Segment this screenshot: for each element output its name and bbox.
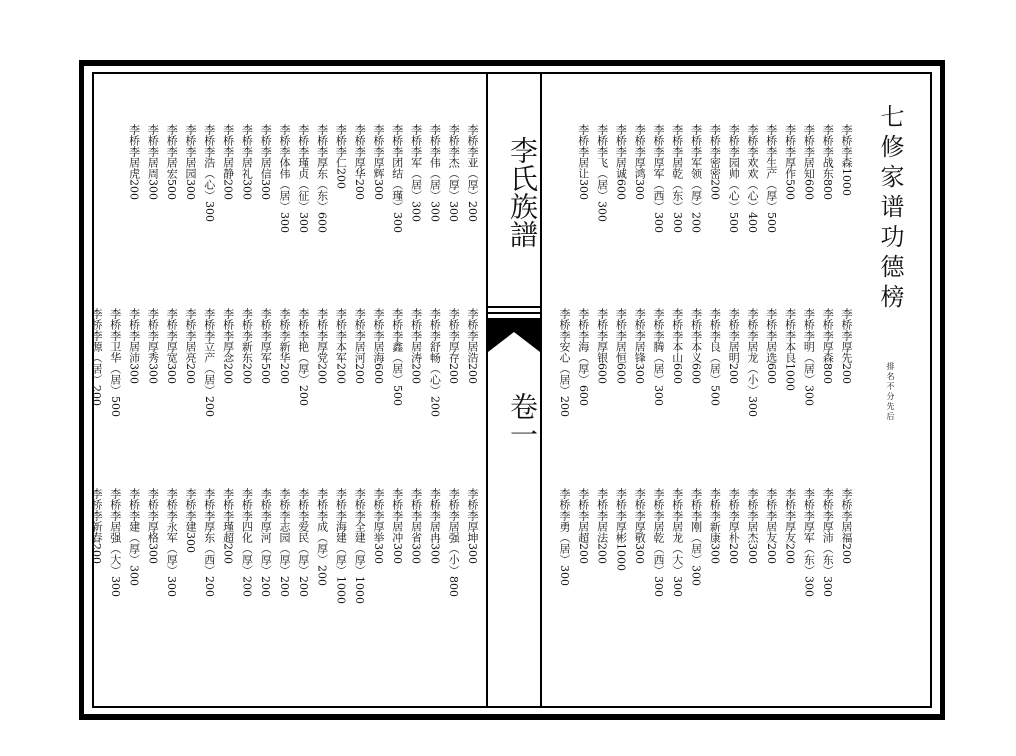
donor-entry: 李桥李厚宽300 — [165, 308, 179, 384]
book-spine — [486, 74, 542, 706]
donor-entry: 李桥李建300 — [184, 488, 197, 553]
donor-entry: 李桥李居强（小）800 — [447, 488, 461, 597]
donor-entry: 李桥李居强（大）300 — [108, 488, 122, 597]
donor-entry: 李桥李居虎200 — [127, 124, 141, 200]
donor-entry: 李桥李军（居）300 — [409, 124, 423, 222]
donor-entry: 李桥李居信300 — [259, 124, 273, 200]
donor-entry: 李桥李厚党200 — [315, 308, 329, 384]
donor-entry: 李桥李志园（厚）200 — [278, 488, 291, 597]
donor-entry: 李桥李居友200 — [764, 488, 778, 564]
donor-entry: 李桥李厚华200 — [353, 124, 367, 200]
donor-entry: 李桥李勇（居）300 — [558, 488, 571, 586]
donor-entry: 李桥李新东200 — [240, 308, 254, 384]
donor-entry: 李桥李源（居）200 — [90, 308, 103, 406]
donor-entry: 李桥李居诚600 — [614, 124, 628, 200]
donor-entry: 李桥李瑾超200 — [221, 488, 235, 564]
donor-entry: 李桥李伟（居）300 — [428, 124, 442, 222]
donor-entry: 李桥李四化（厚）200 — [240, 488, 254, 597]
donor-entry: 李桥李立产（居）200 — [202, 308, 216, 417]
donor-entry: 李桥李瑾贞（征）300 — [296, 124, 310, 233]
donor-entry: 李桥李园帅（心）500 — [727, 124, 741, 233]
donor-entry: 李桥李厚友200 — [783, 488, 797, 564]
donor-entry: 李桥李居杰300 — [746, 488, 759, 564]
donor-entry: 李桥李居乾（西）300 — [652, 488, 665, 597]
donor-entry: 李桥李居明200 — [727, 308, 741, 384]
donor-entry: 李桥李厚沛（东）300 — [821, 488, 835, 597]
donor-entry: 李桥李居恒600 — [614, 308, 628, 384]
donor-entry: 李桥李厚河（厚）200 — [259, 488, 273, 597]
donor-entry: 李桥李本良1000 — [783, 308, 797, 391]
donor-entry: 李桥李欢欢（心）400 — [746, 124, 759, 233]
donor-entry: 李桥李海（厚）600 — [576, 308, 590, 406]
page-title: 七修家谱功德榜 — [876, 104, 904, 314]
donor-entry: 李桥李安心（居）200 — [558, 308, 571, 417]
donor-entry: 李桥李居园300 — [184, 124, 197, 200]
donor-entry: 李桥李居乾（东）300 — [670, 124, 684, 233]
spine-fishtail-icon — [488, 318, 540, 352]
donor-entry: 李桥李居礼300 — [240, 124, 254, 200]
donor-entry: 李桥李厚彬1000 — [614, 488, 628, 571]
donor-entry: 李桥李居亮200 — [184, 308, 197, 384]
spine-volume: 卷一 — [506, 392, 539, 448]
donor-entry: 李桥李体伟（居）300 — [278, 124, 291, 233]
donor-entry: 李桥李全建（厚）1000 — [353, 488, 367, 604]
donor-entry: 李桥李团结（瑾）300 — [390, 124, 404, 233]
donor-entry: 李桥李艳（厚）200 — [296, 308, 310, 406]
donor-entry: 李桥李居知600 — [802, 124, 816, 200]
donor-entry: 李桥李厚东（西）200 — [202, 488, 216, 597]
donor-entry: 李桥李居静200 — [221, 124, 235, 200]
donor-entry: 李桥李密密200 — [708, 124, 722, 200]
donor-entry: 李桥李居冉300 — [428, 488, 442, 564]
donor-entry: 李桥李永军（厚）300 — [165, 488, 179, 597]
donor-entry: 李桥李本山600 — [670, 308, 684, 384]
donor-entry: 李桥李厚银600 — [595, 308, 609, 384]
donor-entry: 李桥李海建（厚）1000 — [334, 488, 348, 604]
donor-entry: 李桥李爱民（厚）200 — [296, 488, 310, 597]
donor-entry: 李桥李居龙（小）300 — [746, 308, 759, 417]
donor-entry: 李桥李厚军（西）300 — [652, 124, 665, 233]
donor-entry: 李桥李居龙（大）300 — [670, 488, 684, 597]
donor-entry: 李桥李厚军500 — [259, 308, 273, 384]
donor-entry: 李桥李浩（心）300 — [202, 124, 216, 222]
donor-entry: 李桥李居选600 — [764, 308, 778, 384]
donor-entry: 李桥李本军200 — [334, 308, 348, 384]
donor-entry: 李桥李厚作500 — [783, 124, 797, 200]
donor-entry: 李桥李居沛300 — [127, 308, 141, 384]
donor-entry: 李桥李新春200 — [90, 488, 103, 564]
donor-entry: 李桥李仁200 — [334, 124, 348, 189]
donor-entry: 李桥李居宏500 — [165, 124, 179, 200]
donor-entry: 李桥李厚存200 — [447, 308, 461, 384]
donor-entry: 李桥李亚（厚）200 — [466, 124, 479, 222]
donor-entry: 李桥李森1000 — [840, 124, 853, 196]
spine-rule — [488, 306, 540, 308]
donor-entry: 李桥李厚秀300 — [146, 308, 160, 384]
donor-entry: 李桥李战东800 — [821, 124, 835, 200]
donor-entry: 李桥李居锋300 — [633, 308, 647, 384]
donor-entry: 李桥李良（居）500 — [708, 308, 722, 406]
donor-entry: 李桥李杰（厚）300 — [447, 124, 461, 222]
donor-entry: 李桥李居省300 — [409, 488, 423, 564]
donor-entry: 李桥李厚举300 — [372, 488, 385, 564]
donor-entry: 李桥李居冲300 — [390, 488, 404, 564]
donor-entry: 李桥李厚先200 — [840, 308, 853, 384]
donor-entry: 李桥李厚格300 — [146, 488, 160, 564]
donor-entry: 李桥李新华200 — [278, 308, 291, 384]
donor-entry: 李桥李居超200 — [576, 488, 590, 564]
donor-entry: 李桥李舒畅（心）200 — [428, 308, 442, 417]
donor-entry: 李桥李厚东（东）600 — [315, 124, 329, 233]
donor-entry: 李桥李厚军（东）300 — [802, 488, 816, 597]
donor-entry: 李桥李厚辉300 — [372, 124, 385, 200]
donor-entry: 李桥李建（厚）300 — [127, 488, 141, 586]
donor-entry: 李桥李本义600 — [689, 308, 703, 384]
donor-entry: 李桥李厚敬300 — [633, 488, 647, 564]
donor-entry: 李桥李厚念200 — [221, 308, 235, 384]
donor-entry: 李桥李居让300 — [576, 124, 590, 200]
donor-entry: 李桥李厚坤300 — [466, 488, 479, 564]
donor-entry: 李桥李生产（厚）500 — [764, 124, 778, 233]
donor-entry: 李桥李腾（居）300 — [652, 308, 665, 406]
donor-entry: 李桥李明（居）300 — [802, 308, 816, 406]
donor-entry: 李桥李新康300 — [708, 488, 722, 564]
donor-entry: 李桥李居福200 — [840, 488, 853, 564]
donor-entry: 李桥李厚朴200 — [727, 488, 741, 564]
donor-entry: 李桥李居涛200 — [409, 308, 423, 384]
spine-title: 李氏族譜 — [506, 136, 539, 248]
fishtail-arrow-icon — [488, 332, 540, 352]
page-note: 排名不分先后 — [886, 362, 895, 422]
donor-entry: 李桥李鑫（居）500 — [390, 308, 404, 406]
donor-entry: 李桥李厚森800 — [821, 308, 835, 384]
donor-entry: 李桥李居法200 — [595, 488, 609, 564]
donor-entry: 李桥李居浩200 — [466, 308, 479, 384]
donor-entry: 李桥李厚鸿300 — [633, 124, 647, 200]
donor-entry: 李桥李成（厚）200 — [315, 488, 329, 586]
donor-entry: 李桥李军领（厚）200 — [689, 124, 703, 233]
donor-entry: 李桥李刚（居）300 — [689, 488, 703, 586]
donor-entry: 李桥李飞（居）300 — [595, 124, 609, 222]
donor-entry: 李桥李居河200 — [353, 308, 367, 384]
donor-entry: 李桥李居周300 — [146, 124, 160, 200]
donor-entry: 李桥李卫华（居）500 — [108, 308, 122, 417]
donor-entry: 李桥李居海600 — [372, 308, 385, 384]
spine-rule — [488, 312, 540, 314]
